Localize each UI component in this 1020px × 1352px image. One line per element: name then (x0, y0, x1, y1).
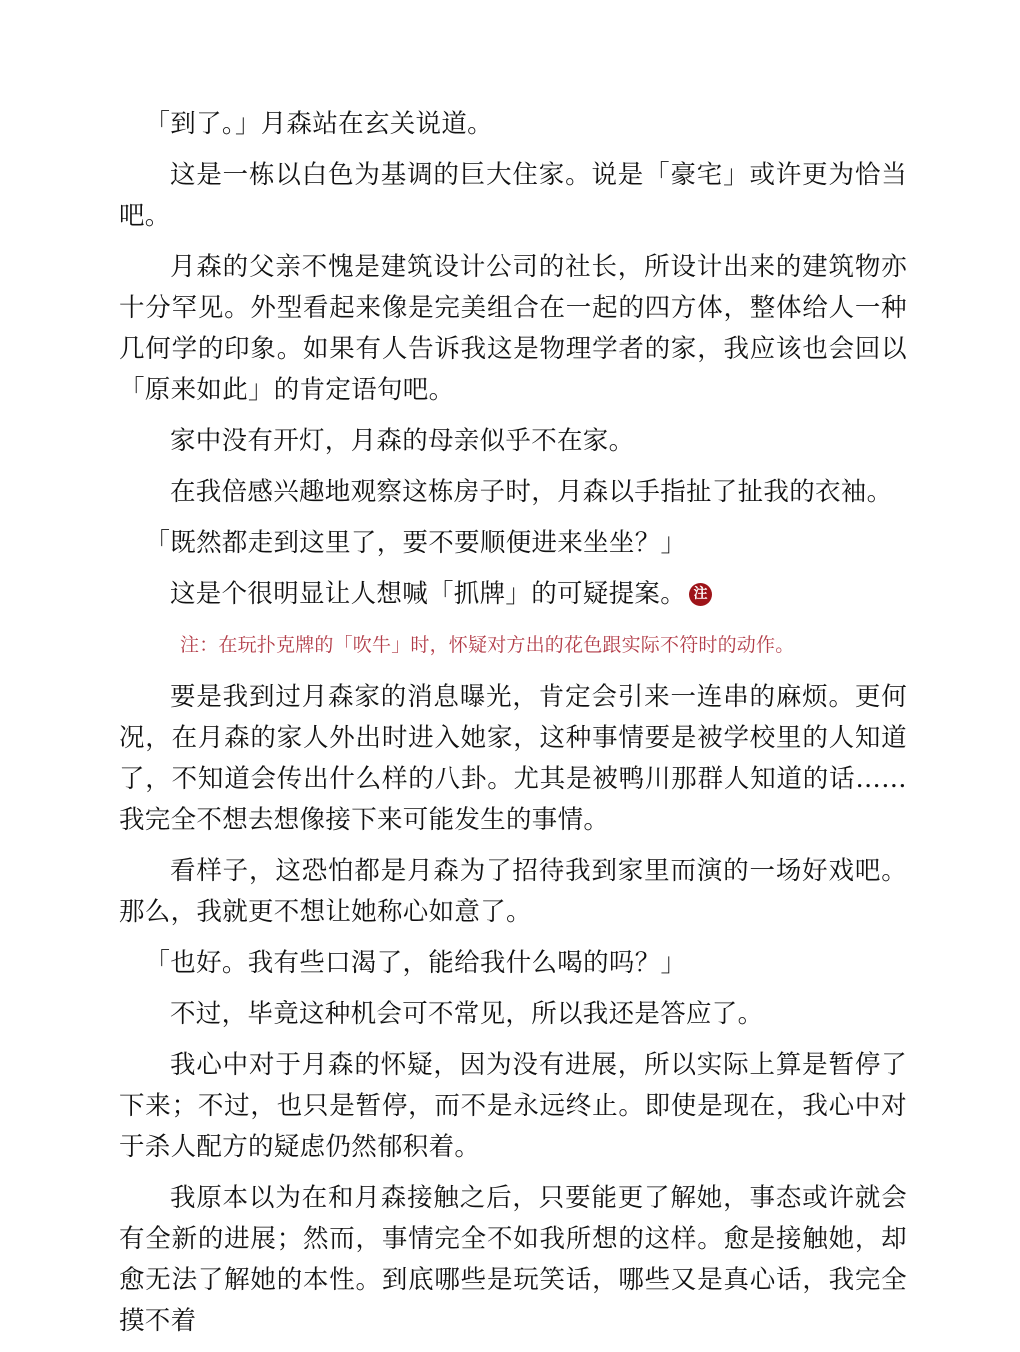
paragraph-2: 这是一栋以白色为基调的巨大住家。说是「豪宅」或许更为恰当吧。 (119, 160, 907, 231)
paragraph-7 (119, 574, 907, 615)
paragraph-9: 看样子，这恐怕都是月森为了招待我到家里而演的一场好戏吧。那么，我就更不想让她称心如意了。 (119, 856, 907, 927)
text-column (119, 104, 907, 1352)
paragraph-10: 「也好。我有些口渴了，能给我什么喝的吗？」 (144, 948, 687, 978)
paragraph-4: 家中没有开灯，月森的母亲似乎不在家。 (170, 426, 635, 456)
paragraph-11: 不过，毕竟这种机会可不常见，所以我还是答应了。 (170, 999, 764, 1029)
paragraph-12: 我心中对于月森的怀疑，因为没有进展，所以实际上算是暂停了下来；不过，也只是暂停，而不是永远终止。即使是现在，我心中对于杀人配方的疑虑仍然郁积着。 (119, 1050, 907, 1162)
paragraph-5: 在我倍感兴趣地观察这栋房子时，月森以手指扯了扯我的衣袖。 (170, 477, 893, 507)
paragraph-8: 要是我到过月森家的消息曝光，肯定会引来一连串的麻烦。更何况，在月森的家人外出时进入她家，这种事情要是被学校里的人知道了，不知道会传出什么样的八卦。尤其是被鸭川那群人知道的话……我完全不想去想像接下来可能发生的事情。 (119, 682, 907, 835)
footnote-marker-icon[interactable]: 注 (689, 583, 712, 606)
footnote-1: 注：在玩扑克牌的「吹牛」时，怀疑对方出的花色跟实际不符时的动作。 (180, 634, 795, 656)
paragraph-6: 「既然都走到这里了，要不要顺便进来坐坐？」 (144, 528, 687, 558)
paragraph-1: 「到了。」月森站在玄关说道。 (144, 109, 493, 139)
paragraph-13: 我原本以为在和月森接触之后，只要能更了解她，事态或许就会有全新的进展；然而，事情完全不如我所想的这样。愈是接触她，却愈无法了解她的本性。到底哪些是玩笑话，哪些又是真心话，我完全摸不着 (119, 1183, 907, 1336)
paragraph-7-text: 这是个很明显让人想喊「抓牌」的可疑提案。 (170, 579, 687, 609)
paragraph-3: 月森的父亲不愧是建筑设计公司的社长，所设计出来的建筑物亦十分罕见。外型看起来像是完美组合在一起的四方体，整体给人一种几何学的印象。如果有人告诉我这是物理学者的家，我应该也会回以「原来如此」的肯定语句吧。 (119, 252, 907, 405)
